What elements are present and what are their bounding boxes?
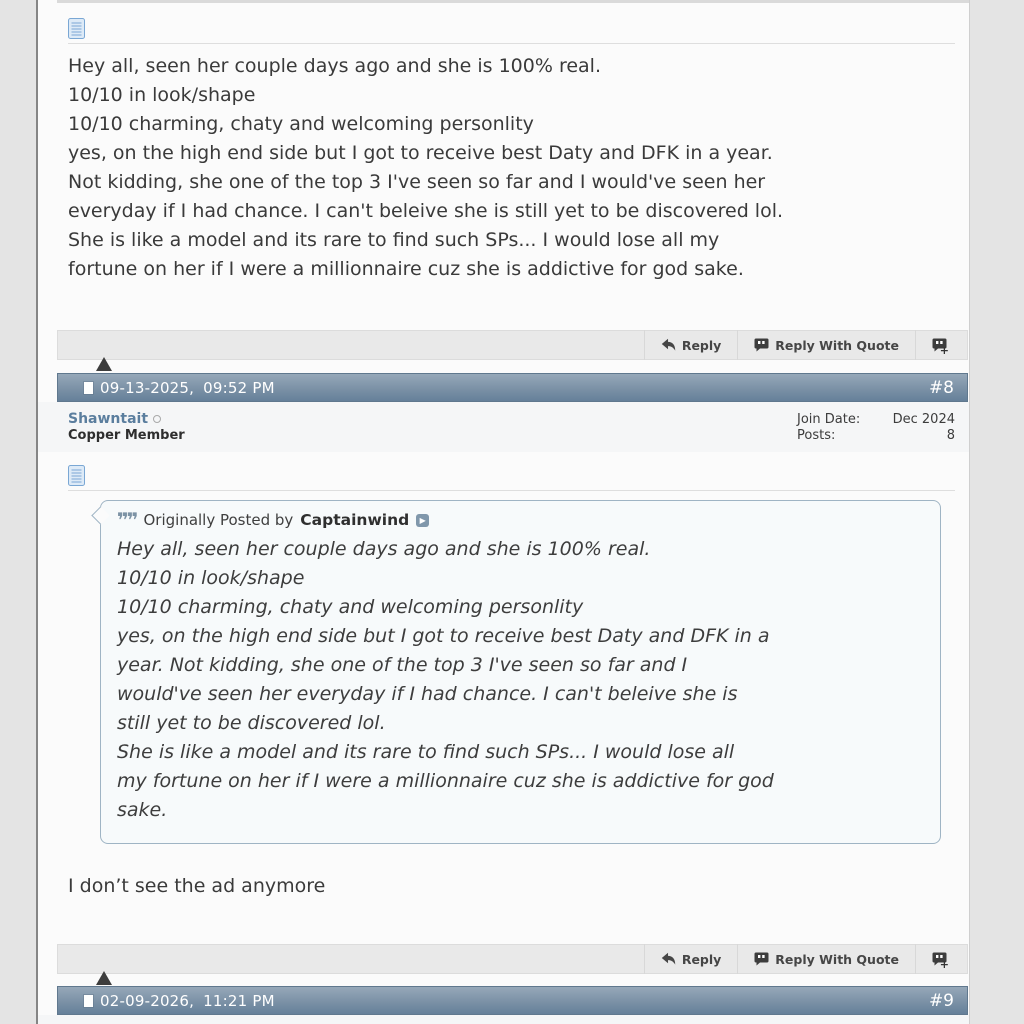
report-post-icon[interactable] — [96, 338, 112, 353]
text-line: everyday if I had chance. I can't beleive she is still yet to be discovered lol. — [68, 200, 784, 222]
text-line: 10/10 in look/shape — [117, 567, 305, 589]
reply-arrow-icon — [661, 338, 676, 352]
multi-quote-button[interactable] — [915, 330, 957, 360]
post-body-divider — [68, 490, 955, 491]
post-document-icon — [68, 465, 85, 486]
text-line: still yet to be discovered lol. — [117, 712, 386, 734]
post-9-userinfo-partial — [38, 1015, 969, 1024]
post-body-divider — [68, 43, 955, 44]
post-8-header-bar — [57, 373, 968, 402]
post-status-page-icon — [84, 382, 93, 394]
reply-label: Reply — [681, 337, 722, 353]
post-7-body — [38, 3, 969, 330]
reply-arrow-icon — [661, 952, 676, 966]
post-9-date: 02-09-2026, — [100, 991, 195, 1010]
post-9-permalink[interactable]: #9 — [928, 990, 954, 1011]
plus-badge: + — [939, 344, 949, 357]
reply-with-quote-button[interactable] — [737, 944, 915, 974]
reply-button[interactable] — [644, 944, 737, 974]
posts-label: Posts: — [797, 428, 836, 443]
text-line: would've seen her everyday if I had chance. I can't beleive she is — [117, 683, 738, 705]
post-9-header-bar — [57, 986, 968, 1015]
join-date-value: Dec 2024 — [892, 412, 955, 427]
multi-quote-button[interactable] — [915, 944, 957, 974]
warning-bang: ! — [101, 341, 106, 352]
reply-with-quote-label: Reply With Quote — [775, 337, 899, 353]
text-line: 10/10 charming, chaty and welcoming personlity — [117, 596, 584, 618]
text-line: Hey all, seen her couple days ago and she is 100% real. — [68, 55, 601, 77]
quote-bubble-icon — [754, 952, 769, 966]
reply-with-quote-button[interactable] — [737, 330, 915, 360]
text-line: She is like a model and its rare to find such SPs... I would lose all my — [68, 229, 720, 251]
forum-thread-page — [36, 0, 970, 1024]
post-separator — [38, 360, 969, 373]
quotation-marks-icon: ❞❞ — [117, 508, 137, 532]
post-8-userinfo — [38, 402, 969, 452]
post-9-time: 11:21 PM — [203, 991, 275, 1010]
post-document-icon — [68, 18, 85, 39]
post-8-body — [38, 452, 969, 944]
post-8-controls — [57, 944, 968, 974]
user-stats — [797, 412, 955, 444]
reply-label: Reply — [681, 951, 722, 967]
reply-button[interactable] — [644, 330, 737, 360]
text-line: Not kidding, she one of the top 3 I've seen so far and I would've seen her — [68, 171, 766, 193]
text-line: fortune on her if I were a millionnaire cuz she is addictive for god sake. — [68, 258, 744, 280]
post-8-permalink[interactable]: #8 — [928, 377, 954, 398]
quoted-message — [117, 535, 924, 825]
report-post-icon[interactable] — [96, 952, 112, 967]
post-separator — [38, 974, 969, 986]
post-7-message — [68, 52, 955, 284]
quote-header — [117, 508, 924, 532]
text-line: 10/10 charming, chaty and welcoming personlity — [68, 113, 534, 135]
user-rank: Copper Member — [68, 428, 185, 443]
post-7-controls — [57, 330, 968, 360]
reply-with-quote-label: Reply With Quote — [775, 951, 899, 967]
username-link[interactable]: Shawntait — [68, 411, 149, 427]
posts-value: 8 — [946, 428, 955, 443]
quoted-author: Captainwind — [300, 511, 410, 529]
text-line: my fortune on her if I were a millionnaire cuz she is addictive for god — [117, 770, 774, 792]
user-identity — [68, 411, 185, 443]
quote-prefix: Originally Posted by — [143, 511, 294, 529]
text-line: She is like a model and its rare to find such SPs... I would lose all — [117, 741, 735, 763]
text-line: yes, on the high end side but I got to receive best Daty and DFK in a year. — [68, 142, 773, 164]
join-date-label: Join Date: — [797, 412, 861, 427]
quote-bubble-icon — [754, 338, 769, 352]
text-line: 10/10 in look/shape — [68, 84, 256, 106]
post-8-message: I don’t see the ad anymore — [68, 875, 326, 897]
quote-box — [100, 500, 941, 844]
post-status-page-icon — [84, 995, 93, 1007]
post-8-date: 09-13-2025, — [100, 378, 195, 397]
text-line: sake. — [117, 799, 168, 821]
text-line: year. Not kidding, she one of the top 3 I've seen so far and I — [117, 654, 688, 676]
view-post-icon[interactable]: ▶ — [416, 514, 429, 527]
post-8-time: 09:52 PM — [203, 378, 275, 397]
quote-block — [100, 500, 941, 844]
text-line: yes, on the high end side but I got to receive best Daty and DFK in a — [117, 625, 770, 647]
online-status-icon — [153, 415, 161, 423]
plus-badge: + — [939, 958, 949, 971]
warning-bang: ! — [101, 955, 106, 966]
text-line: Hey all, seen her couple days ago and she is 100% real. — [117, 538, 651, 560]
